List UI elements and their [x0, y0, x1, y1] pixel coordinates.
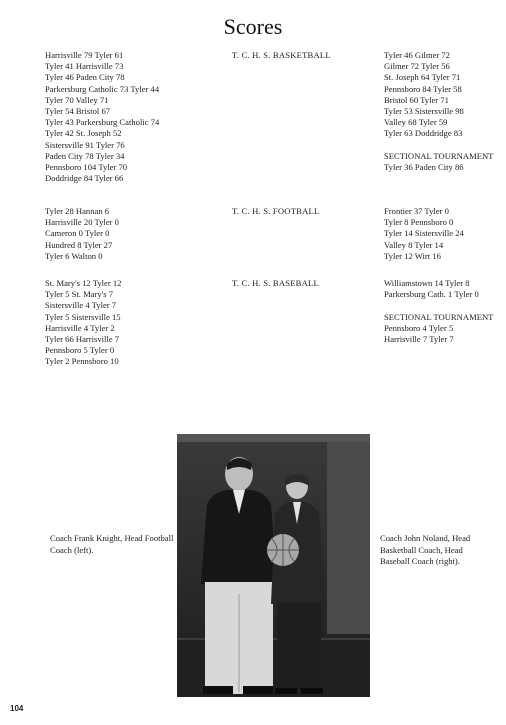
coaches-photo-illustration [177, 434, 370, 697]
page-number: 104 [10, 704, 24, 713]
basketball-scores-left [45, 50, 159, 184]
score-line: Valley 68 Tyler 59 [384, 117, 448, 128]
score-line: Tyler 6 Walton 0 [45, 250, 103, 261]
baseball-heading: T. C. H. S. BASEBALL [232, 278, 319, 288]
coaches-photo [177, 434, 370, 697]
score-line: Cameron 0 Tyler 0 [45, 228, 110, 239]
score-line: Harrisville 7 Tyler 7 [384, 334, 454, 344]
baseball-scores-right [384, 278, 493, 345]
score-line: Pennsboro 104 Tyler 70 [45, 162, 128, 173]
football-scores-right [384, 206, 464, 262]
score-line: Bristol 60 Tyler 71 [384, 94, 449, 105]
basketball-heading: T. C. H. S. BASKETBALL [232, 50, 331, 60]
score-line: Tyler 53 Sistersville 98 [384, 106, 464, 117]
score-line: Sistersville 4 Tyler 7 [45, 300, 117, 311]
score-line: Parkersburg Catholic 73 Tyler 44 [45, 83, 160, 94]
score-line: Tyler 43 Parkersburg Catholic 74 [45, 117, 160, 128]
score-line: Tyler 36 Paden City 86 [384, 162, 464, 173]
score-line: Harrisville 79 Tyler 61 [45, 50, 124, 60]
score-line: Tyler 41 Harrisville 73 [45, 61, 124, 72]
score-line: Harrisville 20 Tyler 0 [45, 217, 119, 228]
basketball-right-list [384, 50, 493, 140]
score-line: Tyler 66 Harrisville 7 [45, 334, 120, 345]
baseball-scores-left [45, 278, 121, 368]
score-line: Tyler 28 Hannan 6 [45, 206, 110, 216]
score-line: Parkersburg Cath. 1 Tyler 0 [384, 289, 479, 300]
score-line: Tyler 46 Gilmer 72 [384, 50, 450, 60]
football-scores-left [45, 206, 119, 262]
score-line: Tyler 63 Doddridge 83 [384, 128, 463, 139]
score-line: Gilmer 72 Tyler 56 [384, 61, 450, 72]
basketball-scores-right [384, 50, 493, 173]
baseball-tournament-heading: SECTIONAL TOURNAMENT [384, 311, 494, 322]
basketball-tournament-list [384, 162, 493, 173]
right-caption: Coach John Noland, Head Basketball Coach, Head Baseball Coach (right). [380, 533, 471, 567]
score-line: Paden City 78 Tyler 34 [45, 150, 125, 161]
score-line: Sistersville 91 Tyler 76 [45, 139, 125, 150]
score-line: St. Joseph 64 Tyler 71 [384, 72, 461, 83]
score-line: St. Mary's 12 Tyler 12 [45, 278, 122, 288]
score-line: Tyler 54 Bristol 67 [45, 106, 111, 117]
score-line: Pennsboro 84 Tyler 58 [384, 83, 462, 94]
score-line: Tyler 14 Sistersville 24 [384, 228, 464, 239]
score-line: Tyler 46 Paden City 78 [45, 72, 125, 83]
score-line: Frontier 37 Tyler 0 [384, 206, 449, 216]
score-line: Tyler 2 Pennsboro 10 [45, 356, 119, 367]
score-line: Doddridge 84 Tyler 66 [45, 173, 124, 184]
score-line: Tyler 12 Wirt 16 [384, 250, 441, 261]
score-line: Valley 8 Tyler 14 [384, 239, 444, 250]
left-caption: Coach Frank Knight, Head Football Coach (left). [50, 533, 174, 555]
football-heading: T. C. H. S. FOOTBALL [232, 206, 320, 216]
score-line: Tyler 42 St. Joseph 52 [45, 128, 122, 139]
score-line: Pennsboro 5 Tyler 0 [45, 345, 115, 356]
baseball-right-list [384, 278, 493, 300]
score-line: Pennsboro 4 Tyler 5 [384, 322, 454, 333]
basketball-tournament-heading: SECTIONAL TOURNAMENT [384, 150, 494, 161]
score-line: Tyler 70 Valley 71 [45, 94, 109, 105]
score-line: Tyler 5 St. Mary's 7 [45, 289, 114, 300]
score-line: Williamstown 14 Tyler 8 [384, 278, 470, 288]
baseball-tournament-list [384, 323, 493, 345]
score-line: Tyler 5 Sistersville 15 [45, 311, 121, 322]
score-line: Tyler 8 Pennsboro 0 [384, 217, 454, 228]
page-title: Scores [223, 14, 283, 39]
score-line: Hundred 8 Tyler 27 [45, 239, 113, 250]
score-line: Harrisville 4 Tyler 2 [45, 322, 115, 333]
